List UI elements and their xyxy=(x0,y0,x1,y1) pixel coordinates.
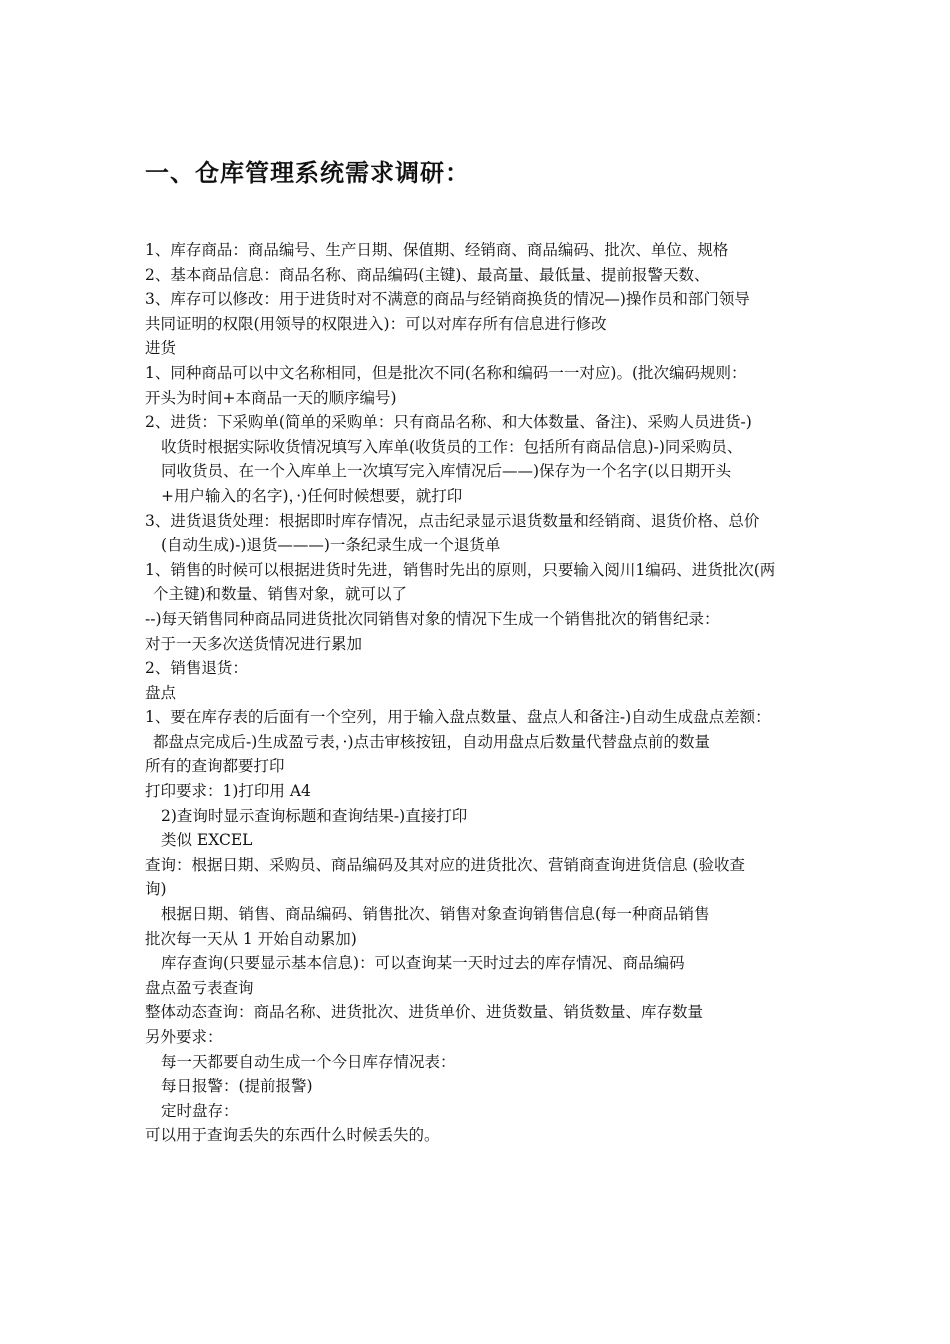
text-line: 盘点盈亏表查询 xyxy=(145,978,254,997)
section-heading-pandian: 盘点 xyxy=(145,683,177,702)
text-line: (自动生成)-)退货———)一条纪录生成一个退货单 xyxy=(161,536,501,555)
text-line: 开头为时间+本商品一天的顺序编号) xyxy=(145,388,397,407)
text-line: 3、库存可以修改：用于进货时对不满意的商品与经销商换货的情况—)操作员和部门领导 xyxy=(145,290,750,309)
text-line: 2)查询时显示查询标题和查询结果-)直接打印 xyxy=(161,806,468,825)
text-line: 2、基本商品信息：商品名称、商品编码(主键)、最高量、最低量、提前报警天数、 xyxy=(145,265,710,284)
text-line: 3、进货退货处理：根据即时库存情况，点击纪录显示退货数量和经销商、退货价格、总价 xyxy=(145,511,760,530)
text-line: 2、销售退货： xyxy=(145,659,248,678)
text-line: 批次每一天从 1 开始自动累加) xyxy=(145,929,357,948)
text-line: 1、销售的时候可以根据进货时先进，销售时先出的原则，只要输入阅川1编码、进货批次(两 xyxy=(145,560,776,579)
text-line: 共同证明的权限(用领导的权限进入)：可以对库存所有信息进行修改 xyxy=(145,314,607,333)
text-line: 都盘点完成后-)生成盈亏表，·)点击审核按钮，自动用盘点后数量代替盘点前的数量 xyxy=(153,732,711,751)
text-line: 所有的查询都要打印 xyxy=(145,757,285,776)
document-body xyxy=(145,238,825,1148)
text-line: 2、进货：下采购单(简单的采购单：只有商品名称、和大体数量、备注)、采购人员进货-) xyxy=(145,413,752,432)
text-line: 定时盘存： xyxy=(161,1101,239,1120)
text-line: 个主键)和数量、销售对象，就可以了 xyxy=(153,585,408,604)
text-line: 1、库存商品：商品编号、生产日期、保值期、经销商、商品编码、批次、单位、规格 xyxy=(145,241,729,259)
text-line: --)每天销售同种商品同进货批次同销售对象的情况下生成一个销售批次的销售纪录： xyxy=(145,609,720,628)
text-line: +用户输入的名字)，·)任何时候想要，就打印 xyxy=(161,486,463,505)
text-line: 查询：根据日期、采购员、商品编码及其对应的进货批次、营销商查询进货信息 (验收查 xyxy=(145,855,745,874)
text-line: 库存查询(只要显示基本信息)：可以查询某一天时过去的库存情况、商品编码 xyxy=(161,954,685,973)
text-line: 整体动态查询：商品名称、进货批次、进货单价、进货数量、销货数量、库存数量 xyxy=(145,1003,704,1022)
text-line: 对于一天多次送货情况进行累加 xyxy=(145,634,363,653)
text-line: 打印要求：1)打印用 A4 xyxy=(145,782,311,801)
text-line: 类似 EXCEL xyxy=(161,831,253,850)
text-line: 询) xyxy=(145,880,167,899)
text-line: 1、同种商品可以中文名称相同，但是批次不同(名称和编码一一对应)。(批次编码规则： xyxy=(145,363,747,382)
text-line: 每日报警：(提前报警) xyxy=(161,1077,313,1096)
text-line: 可以用于查询丢失的东西什么时候丢失的。 xyxy=(145,1126,440,1145)
text-line: 根据日期、销售、商品编码、销售批次、销售对象查询销售信息(每一种商品销售 xyxy=(161,905,710,924)
section-heading-jinhuo: 进货 xyxy=(145,339,177,358)
text-line: 收货时根据实际收货情况填写入库单(收货员的工作：包括所有商品信息)-)同采购员、 xyxy=(161,437,743,456)
document-title: 一、仓库管理系统需求调研： xyxy=(145,159,470,187)
text-line: 同收货员、在一个入库单上一次填写完入库情况后——)保存为一个名字(以日期开头 xyxy=(161,462,732,481)
text-line: 每一天都要自动生成一个今日库存情况表： xyxy=(161,1052,456,1071)
text-line: 另外要求： xyxy=(145,1028,223,1046)
text-line: 1、要在库存表的后面有一个空列，用于输入盘点数量、盘点人和备注-)自动生成盘点差额： xyxy=(145,708,771,727)
